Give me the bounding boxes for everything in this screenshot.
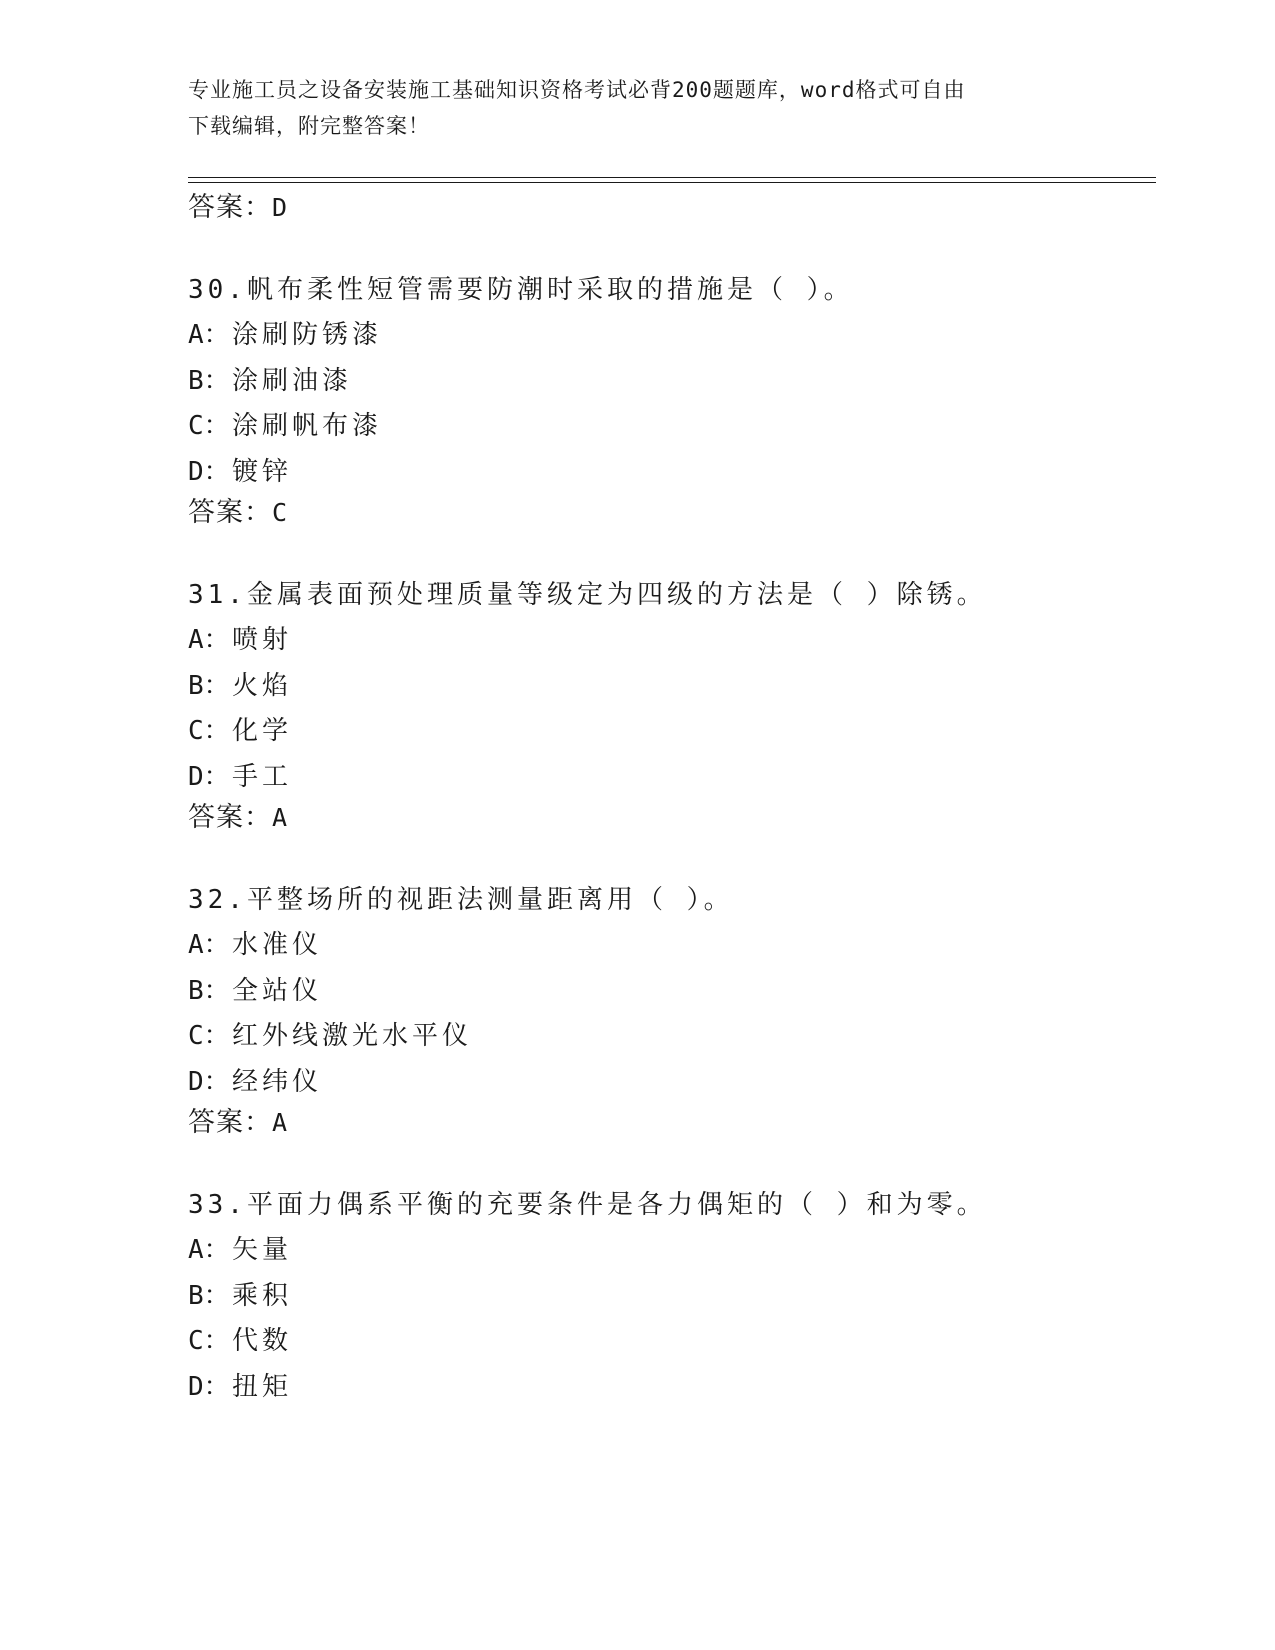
answer-value: A (272, 1108, 289, 1137)
option-c (188, 1323, 1148, 1369)
question-stem: 32.平整场所的视距法测量距离用（ ）。 (188, 885, 734, 915)
option-c (188, 713, 1148, 759)
option-d (188, 1369, 1148, 1415)
option-key: A： (188, 930, 230, 960)
question-stem: 30.帆布柔性短管需要防潮时采取的措施是（ ）。 (188, 275, 854, 305)
document-header (188, 72, 1088, 144)
option-key: C： (188, 411, 230, 441)
option-text: 手工 (232, 761, 293, 792)
header-line-2: 下载编辑，附完整答案！ (188, 114, 430, 138)
option-text: 涂刷帆布漆 (232, 411, 383, 441)
header-line-1: 专业施工员之设备安装施工基础知识资格考试必背200题题库，word格式可自由 (188, 78, 966, 102)
option-key: D： (188, 761, 230, 792)
option-text: 火焰 (232, 670, 293, 701)
option-text: 全站仪 (232, 975, 323, 1006)
option-text: 涂刷油漆 (232, 365, 353, 396)
option-key: B： (188, 975, 230, 1006)
option-key: B： (188, 670, 230, 701)
answer-value: C (272, 498, 289, 527)
option-text: 化学 (232, 716, 293, 746)
answer-value: A (272, 803, 289, 832)
option-text: 涂刷防锈漆 (232, 320, 383, 350)
option-d (188, 1064, 1148, 1110)
header-divider-bottom (188, 182, 1156, 183)
option-text: 镀锌 (232, 456, 293, 487)
answer-line (188, 1105, 288, 1141)
option-text: 代数 (232, 1326, 293, 1356)
option-key: C： (188, 1326, 230, 1356)
option-a (188, 622, 1148, 668)
option-key: D： (188, 1066, 230, 1097)
option-key: C： (188, 1021, 230, 1051)
option-a (188, 927, 1148, 973)
question-block (188, 577, 1148, 804)
option-a (188, 317, 1148, 363)
answer-label: 答案： (188, 1107, 272, 1138)
option-c (188, 1018, 1148, 1064)
question-block (188, 1187, 1148, 1414)
answer-label: 答案： (188, 497, 272, 528)
header-divider-top (188, 177, 1156, 178)
option-key: B： (188, 1280, 230, 1311)
option-d (188, 454, 1148, 500)
answer-line (188, 495, 288, 531)
question-stem: 31.金属表面预处理质量等级定为四级的方法是（ ）除锈。 (188, 580, 987, 610)
answer-value: D (272, 193, 289, 222)
option-c (188, 408, 1148, 454)
option-b (188, 1278, 1148, 1324)
option-key: A： (188, 625, 230, 655)
option-key: A： (188, 320, 230, 350)
option-b (188, 973, 1148, 1019)
option-b (188, 668, 1148, 714)
option-key: B： (188, 365, 230, 396)
question-block (188, 272, 1148, 499)
option-text: 喷射 (232, 625, 293, 655)
option-text: 红外线激光水平仪 (232, 1021, 473, 1051)
answer-line (188, 190, 288, 226)
option-key: D： (188, 456, 230, 487)
answer-label: 答案： (188, 802, 272, 833)
option-text: 水准仪 (232, 930, 323, 960)
option-text: 乘积 (232, 1280, 293, 1311)
option-b (188, 363, 1148, 409)
option-d (188, 759, 1148, 805)
option-text: 扭矩 (232, 1371, 293, 1402)
option-key: C： (188, 716, 230, 746)
option-key: A： (188, 1235, 230, 1265)
option-text: 经纬仪 (232, 1066, 323, 1097)
option-key: D： (188, 1371, 230, 1402)
question-stem: 33.平面力偶系平衡的充要条件是各力偶矩的（ ）和为零。 (188, 1190, 987, 1220)
question-block (188, 882, 1148, 1109)
option-text: 矢量 (232, 1235, 293, 1265)
answer-line (188, 800, 288, 836)
answer-label: 答案： (188, 192, 272, 223)
option-a (188, 1232, 1148, 1278)
